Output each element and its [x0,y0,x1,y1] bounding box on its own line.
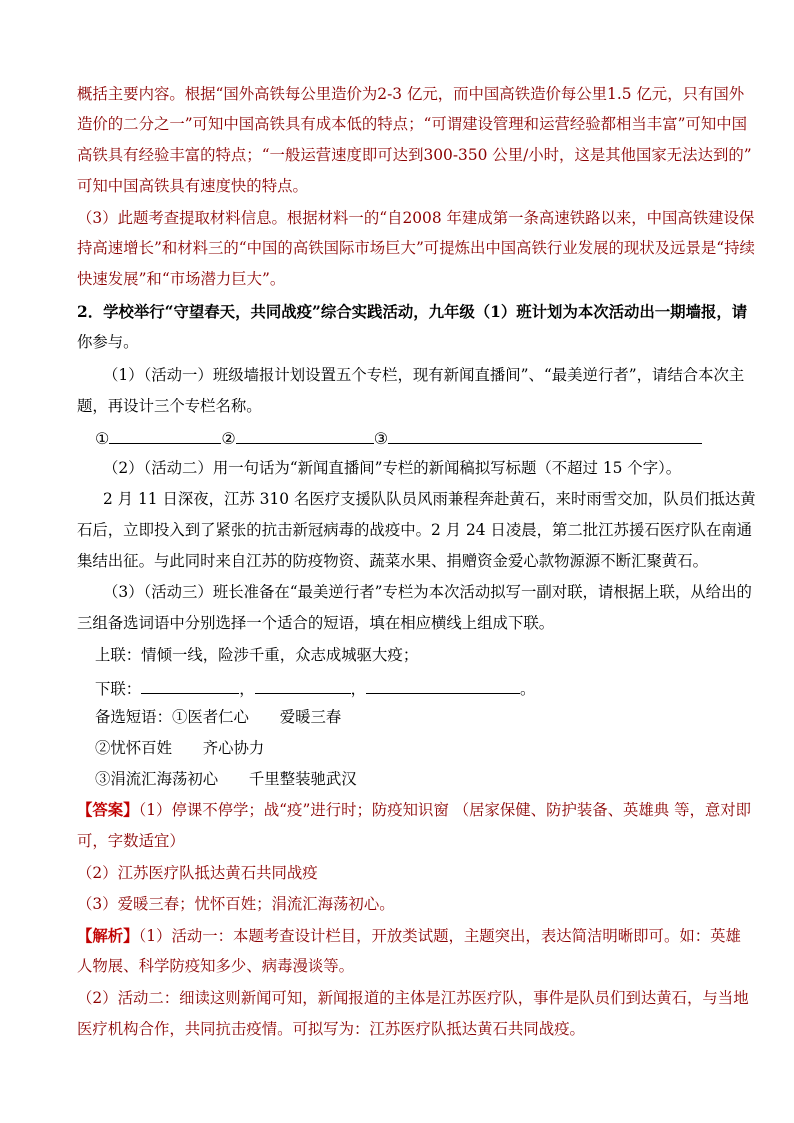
answer-line-3: （2）江苏医疗队抵达黄石共同战疫 [77,864,318,882]
para1-line-3: 高铁具有经验丰富的特点；“一般运营速度即可达到300-350 公里/小时，这是其他国家无法达到的” [77,146,752,164]
lower-blank-1[interactable] [141,677,239,694]
blank-line-3[interactable] [388,427,702,444]
answer-line-1 [77,800,751,820]
lower-sep-1: ， [239,680,255,698]
analysis-line-1 [77,926,741,946]
lower-blank-3[interactable] [366,677,520,694]
news-line-3: 集结出征。与此同时来自江苏的防疫物资、蔬菜水果、捐赠资金爱心款物源源不断汇聚黄石。 [77,552,709,570]
column-blanks [95,427,702,449]
lower-label: 下联： [95,680,142,698]
q2-line-2: 你参与。 [77,333,139,351]
act3-line-2: 三组备选词语中分别选择一个适合的短语，填在相应横线上组成下联。 [77,614,555,632]
lower-end: 。 [520,680,536,698]
para2-line-3: 快速发展”和“市场潜力巨大”。 [77,270,286,288]
lower-blank-2[interactable] [255,677,351,694]
act1-line-2: 题，再设计三个专栏名称。 [77,397,262,415]
para2-line-1: （3）此题考查提取材料信息。根据材料一的“自2008 年建成第一条高速铁路以来，中国高铁建设保 [77,209,755,227]
couplet-lower [95,677,535,699]
q2-line-1 [77,302,747,322]
analysis-text-1: （1）活动一：本题考查设计栏目，开放类试题，主题突出，表达简洁明晰即可。如：英雄 [138,927,741,945]
act1-line-1: （1）（活动一）班级墙报计划设置五个专栏，现有新闻直播间”、“最美逆行者”，请结合本次主 [103,366,745,384]
lower-sep-2: ， [350,680,366,698]
para2-line-2: 持高速增长”和材料三的“中国的高铁国际市场巨大”可提炼出中国高铁行业发展的现状及远景是“持续 [77,239,755,257]
analysis-line-3: （2）活动二：细读这则新闻可知，新闻报道的主体是江苏医疗队，事件是队员们到达黄石，与当地 [77,989,749,1007]
options-line-2: ②忧怀百姓 齐心协力 [95,739,265,757]
answer-line-4: （3）爱暖三春；忧怀百姓；涓流汇海荡初心。 [77,895,395,913]
analysis-tag: 【解析】 [77,927,139,945]
couplet-upper: 上联：情倾一线，险涉千重，众志成城驱大疫； [95,646,419,664]
para1-line-1: 概括主要内容。根据“国外高铁每公里造价为2-3 亿元，而中国高铁造价每公里1.5 亿元，只有国外 [77,85,745,103]
answer-tag: 【答案】 [77,801,139,819]
q2-text-1: 2．学校举行“守望春天，共同战疫”综合实践活动，九年级（1）班计划为本次活动出一期墙报，请 [77,303,748,321]
answer-text-1: （1）停课不停学；战“疫”进行时；防疫知识窗 （居家保健、防护装备、英雄典 等，意对即 [138,801,752,819]
blank-mark-3: ③ [373,429,389,448]
analysis-line-4: 医疗机构合作，共同抗击疫情。可拟写为：江苏医疗队抵达黄石共同战疫。 [77,1020,585,1038]
blank-mark-2: ② [221,429,236,448]
news-line-1: 2 月 11 日深夜，江苏 310 名医疗支援队队员风雨兼程奔赴黄石，来时雨雪交加，队员们抵达黄 [103,490,756,508]
para1-line-2: 造价的二分之一”可知中国高铁具有成本低的特点；“可谓建设管理和运营经验都相当丰富”可知中国 [77,115,748,133]
blank-line-2[interactable] [236,427,374,444]
answer-line-2: 可，字数适宜） [77,832,185,850]
news-line-2: 石后，立即投入到了紧张的抗击新冠病毒的战疫中。2 月 24 日凌晨，第二批江苏援石医疗队在南通 [77,521,753,539]
act2-line: （2）（活动二）用一句话为“新闻直播间”专栏的新闻稿拟写标题（不超过 15 个字）。 [103,459,682,477]
para1-line-4: 可知中国高铁具有速度快的特点。 [77,177,308,195]
analysis-line-2: 人物展、科学防疫知多少、病毒漫谈等。 [77,957,355,975]
options-line-3: ③涓流汇海荡初心 千里整装驰武汉 [95,770,357,788]
blank-line-1[interactable] [109,427,221,444]
blank-mark-1: ① [95,429,110,448]
options-line-1: 备选短语：①医者仁心 爱暖三春 [95,708,342,726]
act3-line-1: （3）（活动三）班长准备在“最美逆行者”专栏为本次活动拟写一副对联，请根据上联，从给出的 [103,583,752,601]
